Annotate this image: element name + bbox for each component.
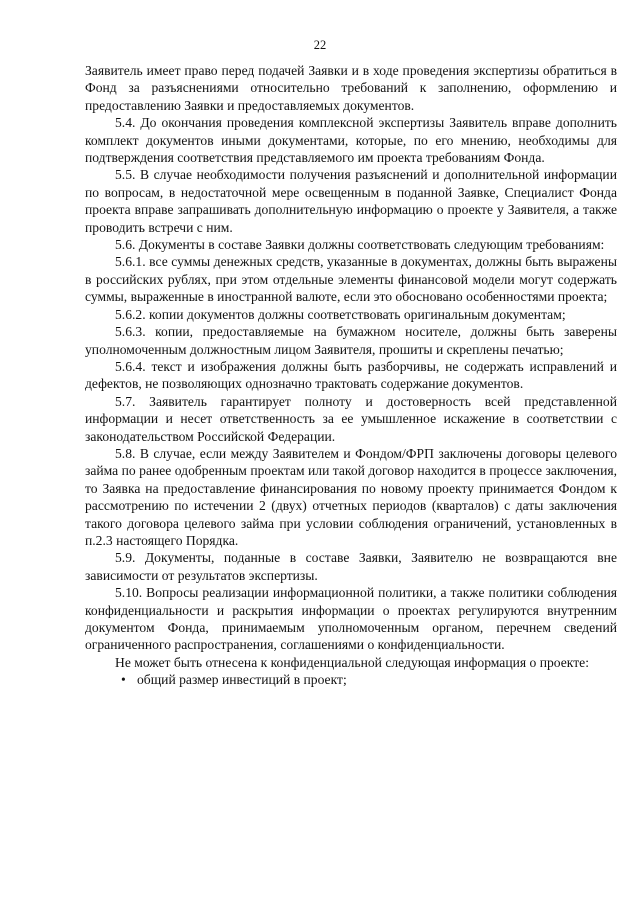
- paragraph-5-8: 5.8. В случае, если между Заявителем и Фондом/ФРП заключены договоры целевого займа по ранее одобренным проектам или такой договор находится в процессе заключения, то Заявка на предоставление финансирования по новому проекту принимается Фондом к рассмотрению по истечении 2 (двух) отчетных периодов (кварталов) с даты заключения такого договора целевого займа при условии соблюдения ограничений, установленных в п.2.3 настоящего Порядка.: [85, 445, 617, 548]
- list-item: [85, 671, 617, 688]
- bullet-list: [85, 671, 617, 688]
- paragraph-5-6-3: 5.6.3. копии, предоставляемые на бумажном носителе, должны быть заверены уполномоченным должностным лицом Заявителя, прошиты и скреплены печатью;: [85, 324, 617, 357]
- paragraph-5-5: 5.5. В случае необходимости получения разъяснений и дополнительной информации по вопросам, в недостаточной мере освещенным в поданной Заявке, Специалист Фонда проекта вправе запрашивать дополнительную информацию о проекте у Заявителя, а также проводить встречи с ним.: [85, 167, 617, 235]
- paragraph-5-6: 5.6. Документы в составе Заявки должны соответствовать следующим требованиям:: [115, 237, 605, 253]
- list-item-text: общий размер инвестиций в проект;: [137, 672, 347, 688]
- paragraph-5-6-2: 5.6.2. копии документов должны соответствовать оригинальным документам;: [115, 306, 566, 322]
- paragraph-5-4: 5.4. До окончания проведения комплексной экспертизы Заявитель вправе дополнить комплект документов иными документами, которые, по его мнению, необходимы для подтверждения соответствия представляемого им проекта требованиям Фонда.: [85, 115, 617, 166]
- page-number: 22: [313, 38, 327, 52]
- paragraph-intro: Заявитель имеет право перед подачей Заявки и в ходе проведения экспертизы обратиться в Фонд за разъяснениями относительно требований к заполнению, оформлению и предоставлению Заявки и предоставляемых документов.: [85, 63, 617, 113]
- paragraph-5-9: 5.9. Документы, поданные в составе Заявки, Заявителю не возвращаются вне зависимости от результатов экспертизы.: [85, 550, 617, 583]
- paragraph-5-7: 5.7. Заявитель гарантирует полноту и достоверность всей представленной информации и несет ответственность за ее умышленное искажение в соответствии с законодательством Российской Федерации.: [85, 393, 617, 444]
- paragraph-5-6-4: 5.6.4. текст и изображения должны быть разборчивы, не содержать исправлений и дефектов, не позволяющих однозначно трактовать содержание документов.: [85, 358, 617, 392]
- document-body: [85, 62, 617, 689]
- paragraph-5-10: 5.10. Вопросы реализации информационной политики, а также политики соблюдения конфиденциальности и раскрытия информации о проектах регулируются внутренним документом Фонда, принимаемым уполномоченным органом, перечнем сведений ограниченного распространения, соглашениями о конфиденциальности.: [85, 585, 617, 653]
- paragraph-5-6-1: 5.6.1. все суммы денежных средств, указанные в документах, должны быть выражены в российских рублях, при этом отдельные элементы финансовой модели могут содержать суммы, выраженные в иностранной валюте, если это обосновано особенностями проекта;: [85, 254, 617, 305]
- paragraph-non-confidential: Не может быть отнесена к конфиденциальной следующая информация о проекте:: [115, 654, 589, 670]
- bullet-icon: •: [121, 672, 126, 688]
